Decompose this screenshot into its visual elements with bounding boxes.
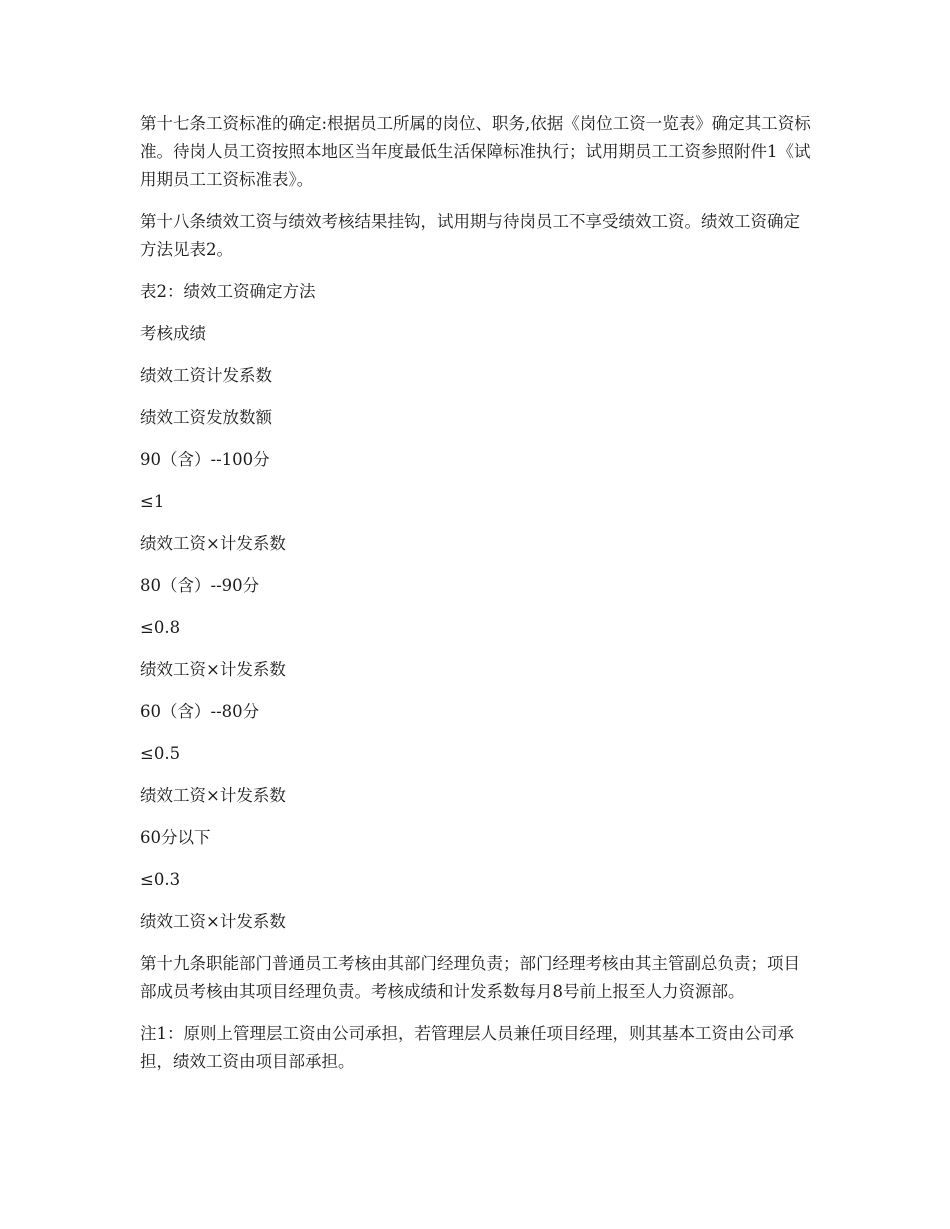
table-row-1-coefficient: ≤1	[140, 492, 165, 511]
table-row-1-score: 90（含）--100分	[140, 450, 270, 469]
note-1-paragraph: 注1：原则上管理层工资由公司承担，若管理层人员兼任项目经理，则其基本工资由公司承担，绩效工资由项目部承担。	[140, 1024, 794, 1071]
table-row-2-amount: 绩效工资×计发系数	[140, 660, 286, 679]
table-row-2-coefficient: ≤0.8	[140, 618, 181, 637]
table-row-4-coefficient: ≤0.3	[140, 870, 181, 889]
table-row-1-amount: 绩效工资×计发系数	[140, 534, 286, 553]
article-18-paragraph: 第十八条绩效工资与绩效考核结果挂钩，试用期与待岗员工不享受绩效工资。绩效工资确定方法见表2。	[140, 212, 800, 259]
table-2-caption: 表2：绩效工资确定方法	[140, 282, 316, 301]
document-body	[140, 110, 812, 1090]
table-row-4-score: 60分以下	[140, 828, 211, 847]
table-header-amount: 绩效工资发放数额	[140, 408, 272, 427]
table-header-coefficient: 绩效工资计发系数	[140, 366, 272, 385]
table-row-2-score: 80（含）--90分	[140, 576, 260, 595]
table-header-score: 考核成绩	[140, 324, 206, 343]
table-row-4-amount: 绩效工资×计发系数	[140, 912, 286, 931]
table-row-3-amount: 绩效工资×计发系数	[140, 786, 286, 805]
article-17-paragraph: 第十七条工资标准的确定:根据员工所属的岗位、职务,依据《岗位工资一览表》确定其工资标准。待岗人员工资按照本地区当年度最低生活保障标准执行；试用期员工工资参照附件1《试用期员工工资标准表》。	[140, 114, 811, 189]
table-row-3-score: 60（含）--80分	[140, 702, 260, 721]
article-19-paragraph: 第十九条职能部门普通员工考核由其部门经理负责；部门经理考核由其主管副总负责；项目部成员考核由其项目经理负责。考核成绩和计发系数每月8号前上报至人力资源部。	[140, 954, 800, 1001]
table-row-3-coefficient: ≤0.5	[140, 744, 181, 763]
